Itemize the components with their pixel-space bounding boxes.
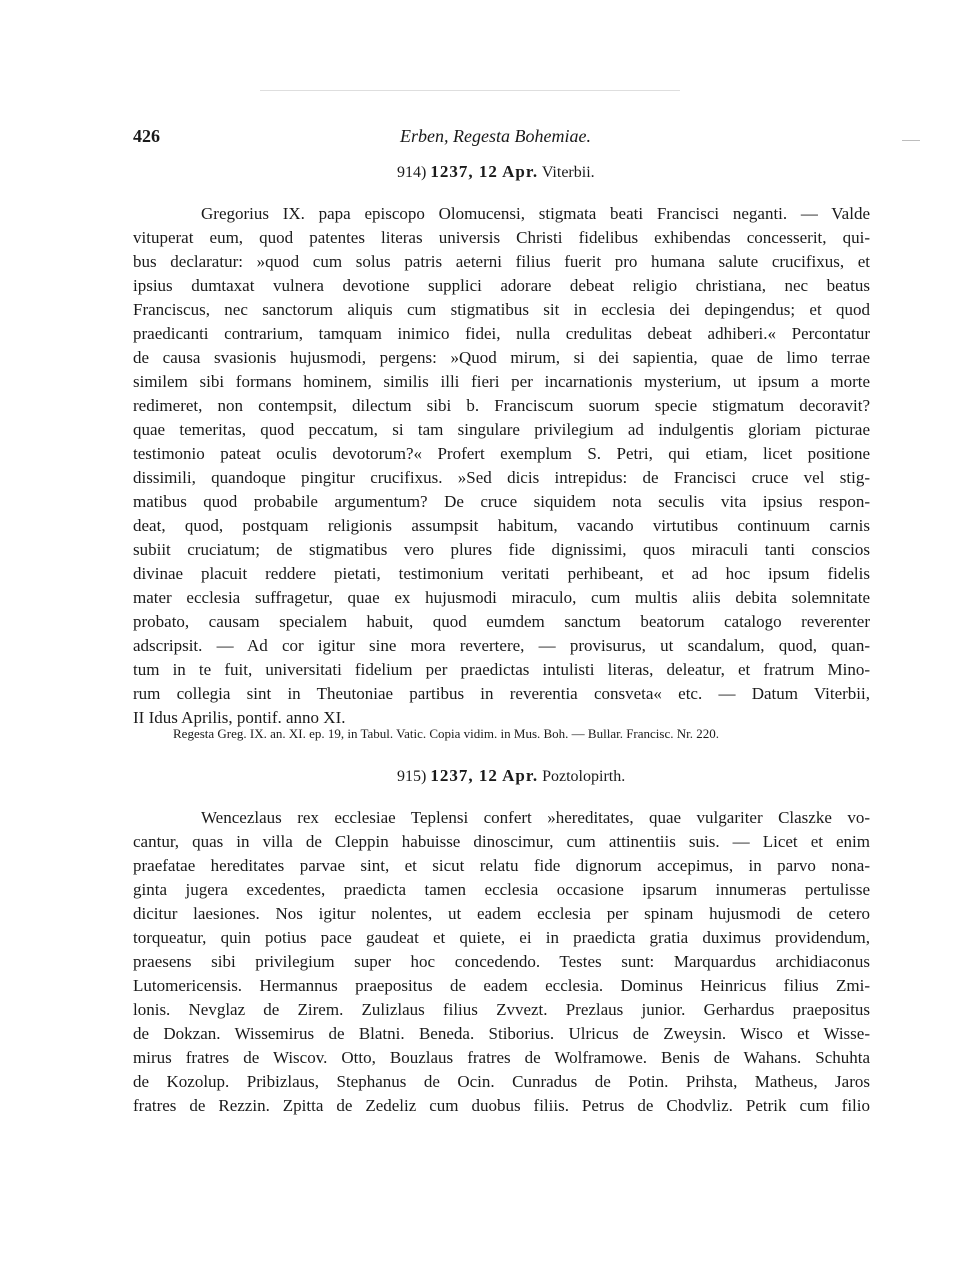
entry-915-line: cantur, quas in villa de Cleppin habuisse dinoscimur, cum attinentiis suis. — Licet et enim: [133, 832, 870, 851]
entry-914-line: tum in te fuit, universitati fidelium per praedictas intulisti literas, deleatur, et fratrum Mino-: [133, 660, 870, 679]
entry-914-line: mater ecclesia suffragetur, quae ex hujusmodi miraculo, cum multis aliis debita solemnitate: [133, 588, 870, 607]
entry-915-line: Lutomericensis. Hermannus praepositus de eadem ecclesia. Dominus Heinricus filius Zmi-: [133, 976, 870, 995]
scan-artifact-top: [260, 90, 680, 91]
entry-915-line: Wencezlaus rex ecclesiae Teplensi confert »hereditates, quae vulgariter Claszke vo-: [201, 808, 870, 827]
entry-914-line: praedicanti contrarium, tamquam inimico fidei, nulla credulitas debeat adhiberi.« Percontatur: [133, 324, 870, 343]
entry-914-line: similem sibi formans hominem, similis illi fieri per incarnationis mysterium, ut ipsum a morte: [133, 372, 870, 391]
entry-914-date: 1237, 12 Apr.: [430, 162, 539, 181]
entry-914-line: redimeret, non contempsit, dilectum sibi b. Franciscum suorum specie stigmatum decoravit?: [133, 396, 870, 415]
entry-914-line: subiit cruciatum; de stigmatibus vero plures fide dignissimi, quos miraculi tanti conscios: [133, 540, 870, 559]
entry-914-line: rum collegia sint in Theutoniae partibus in reverentia consveta« etc. — Datum Viterbii,: [133, 684, 870, 703]
entry-915-line: de Dokzan. Wissemirus de Blatni. Beneda. Stiborius. Ulricus de Zweysin. Wisco et Wisse-: [133, 1024, 870, 1043]
entry-915-line: dicitur laesiones. Nos igitur nolentes, ut eadem ecclesia per spinam hujusmodi de cetero: [133, 904, 870, 923]
entry-915-line: praesens sibi privilegium super hoc concedendo. Testes sunt: Marquardus archidiaconus: [133, 952, 870, 971]
entry-914-line: testimonio pateat oculis devotorum?« Profert exemplum S. Petri, qui etiam, licet positione: [133, 444, 870, 463]
entry-915-line: fratres de Rezzin. Zpitta de Zedeliz cum duobus filiis. Petrus de Chodvliz. Petrik cum filio: [133, 1096, 870, 1115]
scan-artifact-dash: [902, 140, 920, 141]
entry-915-number: 915): [397, 768, 427, 785]
entry-915-date: 1237, 12 Apr.: [430, 766, 539, 785]
entry-914-number: 914): [397, 164, 427, 181]
entry-914-line: matibus quod probabile argumentum? De cruce siquidem nota seculis vita ipsius respon-: [133, 492, 870, 511]
entry-914-line: probato, causam specialem habuit, quod eumdem sanctum beatorum catalogo reverenter: [133, 612, 870, 631]
entry-914-citation: Regesta Greg. IX. an. XI. ep. 19, in Tabul. Vatic. Copia vidim. in Mus. Boh. — Bullar. Francisc. Nr. 220.: [173, 726, 719, 741]
entry-915-place: Poztolopirth.: [542, 768, 626, 785]
entry-914-line: quae temeritas, quod peccatum, si tam singulare privilegium ad indulgentis gloriam picturae: [133, 420, 870, 439]
entry-914-line: deat, quod, postquam religionis assumpsit habitum, vacando virtutibus continuum carnis: [133, 516, 870, 535]
entry-914-line: Gregorius IX. papa episcopo Olomucensi, stigmata beati Francisci neganti. — Valde: [201, 204, 870, 223]
entry-914-line: bus declaratur: »quod cum solus patris aeterni filius fuerit pro humana salute crucifixus, et: [133, 252, 870, 271]
running-title: Erben, Regesta Bohemiae.: [400, 126, 591, 146]
entry-914-line: adscripsit. — Ad cor igitur sine mora revertere, — provisurus, ut scandalum, quod, quan-: [133, 636, 870, 655]
page-number: 426: [133, 126, 160, 146]
entry-914-heading: [397, 162, 595, 182]
entry-915-line: praefatae hereditates parvae sint, et sicut relatu fide dignorum accepimus, in parvo nona-: [133, 856, 870, 875]
entry-914-line: Franciscus, nec sanctorum aliquis cum stigmatibus sit in ecclesia dei depingendus; et quod: [133, 300, 870, 319]
entry-915-line: mirus fratres de Wiscov. Otto, Bouzlaus fratres de Wolframowe. Benis de Wahans. Schuhta: [133, 1048, 870, 1067]
entry-914-line: ipsius dumtaxat vulnera devotione supplici adorare debeat religio christiana, nec beatus: [133, 276, 870, 295]
entry-915-line: torqueatur, quin potius pace gaudeat et quiete, ei in praedicta gratia duximus providendum,: [133, 928, 870, 947]
entry-914-line: dissimili, quandoque pingitur crucifixus. »Sed dicis intrepidus: de Francisci cruce vel stig-: [133, 468, 870, 487]
entry-915-line: ginta jugera excedentes, praedicta tamen ecclesia occasione ipsarum innumeras pertulisse: [133, 880, 870, 899]
entry-914-line: II Idus Aprilis, pontif. anno XI.: [133, 708, 346, 727]
entry-915-line: lonis. Nevglaz de Zirem. Zulizlaus filius Zvvezt. Prezlaus junior. Gerhardus praepositus: [133, 1000, 870, 1019]
entry-915-line: de Kozolup. Pribizlaus, Stephanus de Ocin. Cunradus de Potin. Prihsta, Matheus, Jaros: [133, 1072, 870, 1091]
entry-914-line: divinae placuit reddere pietati, testimonium veritati perhibeant, et ad hoc ipsum fidelis: [133, 564, 870, 583]
entry-914-place: Viterbii.: [541, 164, 595, 181]
entry-914-line: vituperat eum, quod patentes literas universis Christi fidelibus exhibendas concesserit, qui-: [133, 228, 870, 247]
entry-915-heading: [397, 766, 625, 786]
entry-914-line: de causa svasionis hujusmodi, pergens: »Quod mirum, si dei sapientia, quae de limo terrae: [133, 348, 870, 367]
